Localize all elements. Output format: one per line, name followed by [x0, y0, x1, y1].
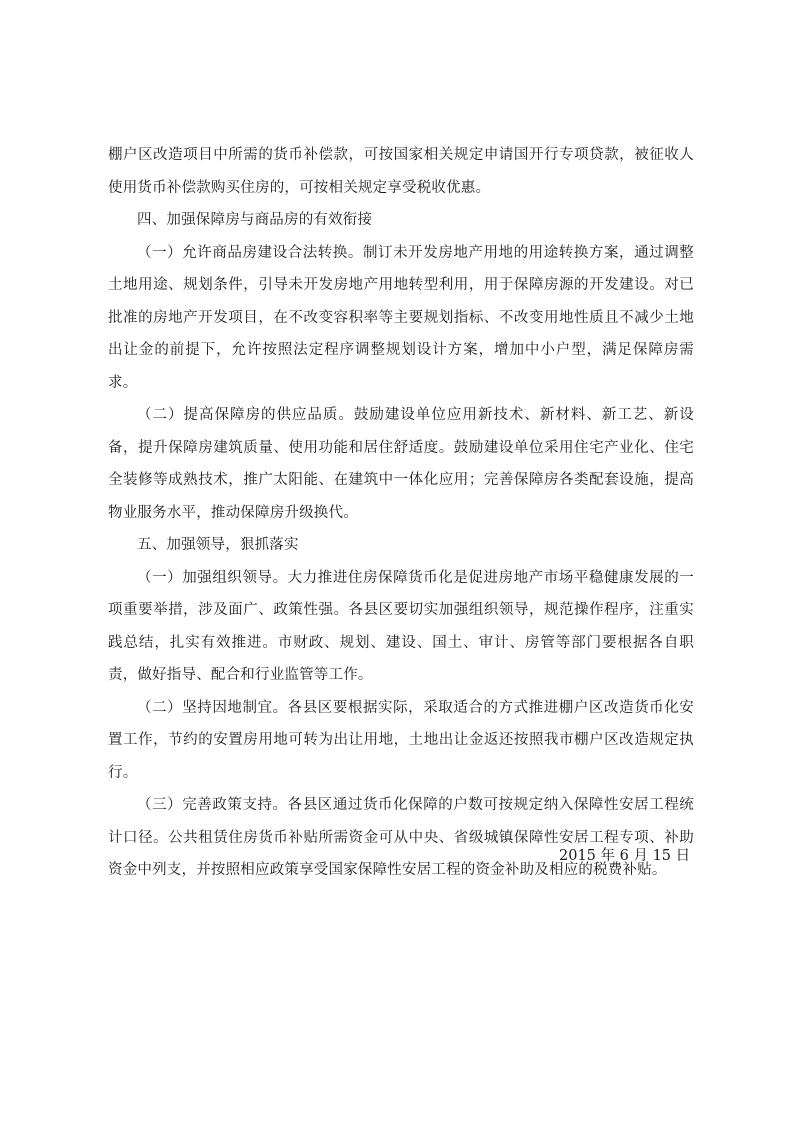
- paragraph-5-1: （一）加强组织领导。大力推进住房保障货币化是促进房地产市场平稳健康发展的一项重要举措，涉及面广、政策性强。各县区要切实加强组织领导，规范操作程序，注重实践总结，扎实有效推进。市财政、规划、建设、国土、审计、房管等部门要根据各自职责，做好指导、配合和行业监管等工作。: [108, 569, 694, 683]
- paragraph-continuation: 棚户区改造项目中所需的货币补偿款，可按国家相关规定申请国开行专项贷款，被征收人使用货币补偿款购买住房的，可按相关规定享受税收优惠。: [108, 147, 694, 196]
- document-date: 2015 年 6 月 15 日: [559, 848, 691, 864]
- section-heading-4: 四、加强保障房与商品房的有效衔接: [137, 212, 373, 228]
- paragraph-5-2: （二）坚持因地制宜。各县区要根据实际，采取适合的方式推进棚户区改造货币化安置工作，节约的安置房用地可转为出让用地，土地出让金返还按照我市棚户区改造规定执行。: [108, 699, 694, 781]
- paragraph-4-1: （一）允许商品房建设合法转换。制订未开发房地产用地的用途转换方案，通过调整土地用途、规划条件，引导未开发房地产用地转型利用，用于保障房源的开发建设。对已批准的房地产开发项目，在不改变容积率等主要规划指标、不改变用地性质且不减少土地出让金的前提下，允许按照法定程序调整规划设计方案，增加中小户型，满足保障房需求。: [108, 244, 694, 391]
- document-body: [108, 139, 694, 887]
- paragraph-4-2: （二）提高保障房的供应品质。鼓励建设单位应用新技术、新材料、新工艺、新设备，提升保障房建筑质量、使用功能和居住舒适度。鼓励建设单位采用住宅产业化、住宅全装修等成熟技术，推广太阳能、在建筑中一体化应用；完善保障房各类配套设施，提高物业服务水平，推动保障房升级换代。: [108, 407, 694, 521]
- section-heading-5: 五、加强领导，狠抓落实: [137, 537, 299, 553]
- paragraph-5-3: （三）完善政策支持。各县区通过货币化保障的户数可按规定纳入保障性安居工程统计口径。公共租赁住房货币补贴所需资金可从中央、省级城镇保障性安居工程专项、补助资金中列支，并按照相应政策享受国家保障性安居工程的资金补助及相应的税费补贴。: [108, 797, 694, 878]
